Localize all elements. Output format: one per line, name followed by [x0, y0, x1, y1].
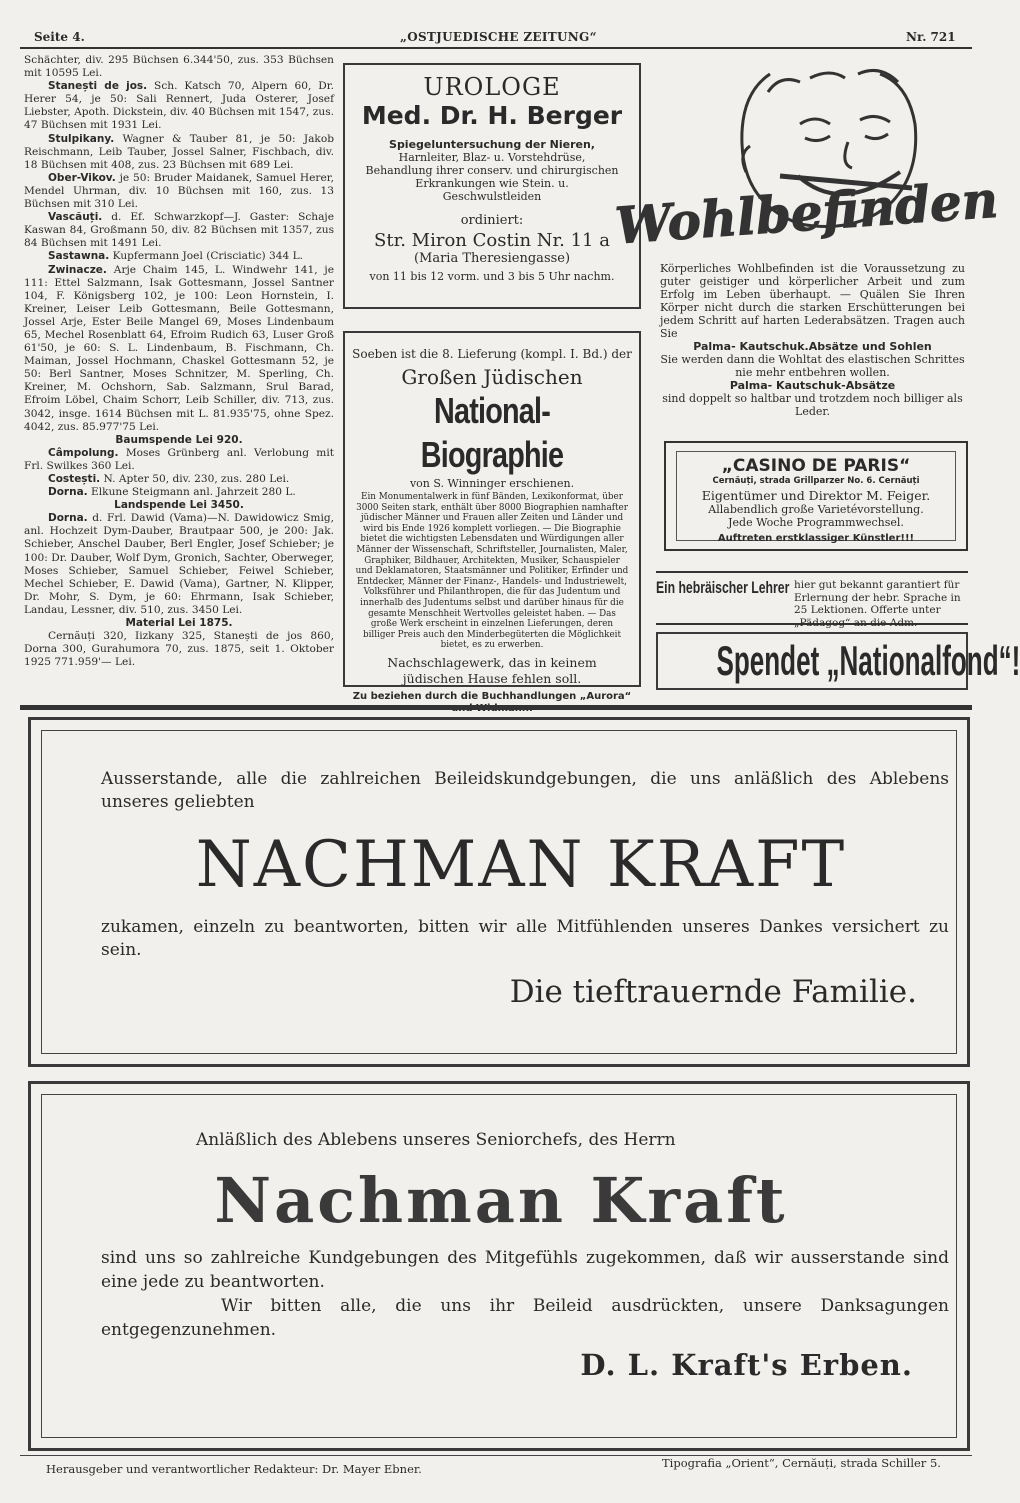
donation-entry: Cernăuți 320, Iizkany 325, Stanești de jos 860, Dorna 300, Gurahumora 70, zus. 1875, seit 1. Oktober 1925 771.959'— Lei. — [24, 630, 334, 669]
casino-ad — [664, 441, 968, 551]
newspaper-title: „OSTJUEDISCHE ZEITUNG“ — [400, 30, 597, 44]
donation-place: Sastawna. — [48, 250, 110, 263]
donation-entry — [24, 473, 334, 486]
donation-entry — [24, 250, 334, 263]
nationalfond-slogan: Spendet „Nationalfond“! — [716, 637, 1020, 684]
donation-details: N. Apter 50, div. 230, zus. 280 Lei. — [100, 473, 290, 485]
donation-section-heading: Baumspende Lei 920. — [115, 433, 243, 446]
bio-purchase-info: Zu beziehen durch die Buchhandlungen „Aurora“ — [352, 690, 632, 702]
teacher-ad-text: hier gut bekannt garantiert für Erlernung der hebr. Sprache in 25 Lektionen. Offerte unter „Pädagog“ an die Adm. — [794, 579, 961, 629]
issue-number: Nr. 721 — [906, 30, 956, 44]
donation-details: je 50: Bruder Maidanek, Samuel Herer, Mendel Uhrman, div. 10 Büchsen mit 160, zus. 13 Büchsen mit 310 Lei. — [24, 171, 334, 211]
bio-subtitle: Großen Jüdischen — [401, 365, 583, 389]
notice2-intro: Anläßlich des Ablebens unseres Seniorchefs, des Herrn — [196, 1130, 676, 1150]
hebrew-teacher-ad — [656, 571, 968, 629]
notice2-deceased-name: Nachman Kraft — [214, 1164, 788, 1237]
donation-place: Vascăuți. — [48, 211, 103, 224]
casino-program — [677, 503, 955, 529]
palma-paragraph-3: sind doppelt so haltbar und trotzdem noch billiger als Leder. — [662, 392, 963, 418]
notice1-deceased-name: NACHMAN KRAFT — [195, 828, 847, 902]
biography-ad — [343, 331, 641, 702]
notice2-text-1: sind uns so zahlreiche Kundgebungen des Mitgefühls zugekommen, daß wir ausserstande sind eine jede zu beantworten. — [101, 1248, 949, 1292]
casino-program-1: Allabendlich große Varietévorstellung. — [708, 503, 924, 516]
donation-details: Moses Grünberg anl. Verlobung mit Frl. Swilkes 360 Lei. — [24, 446, 334, 472]
page-number: Seite 4. — [34, 30, 85, 44]
condolence-notice-family — [28, 717, 970, 1067]
urologist-ad — [343, 63, 641, 309]
bio-author: von S. Winninger erschienen. — [409, 477, 575, 490]
donation-section-heading: Material Lei 1875. — [125, 617, 233, 630]
notice2-signature: D. L. Kraft's Erben. — [580, 1348, 913, 1382]
nationalfond-ad — [656, 632, 1020, 690]
palma-ad-text — [660, 262, 965, 418]
donation-place: Costești. — [48, 473, 101, 485]
donation-entry — [24, 447, 334, 473]
section-divider — [20, 705, 972, 710]
donation-entry — [24, 512, 334, 617]
donation-details: d. Ef. Schwarzkopf—J. Gaster: Schaje Kaswan 84, Großmann 50, div. 82 Büchsen mit 1357, zus 84 Büchsen mit 1491 Lei. — [24, 211, 334, 250]
casino-artists: Auftreten erstklassiger Künstler!!! — [717, 533, 915, 544]
donation-details: d. Frl. Dawid (Vama)—N. Dawidowicz Smig, anl. Hochzeit Dym-Dauber, Brautpaar 500, je 200: Jak. Schieber, Anschel Dauber, Berl Engler, Josef Schieber; je 100: Dr. Dauber, Wolf Dym, Gronich, Sachter, Oberweger, Moses Schieber, Samuel Schieber, Feiwel Schieber, Mechel Schieber, E. Dawid (Vama), Gartner, N. Klipper, Dr. Mohr, S. Dym, je 60: Ehrmann, Isak Schieber, Landau, Lessner, div. 510, zus. 3450 Lei. — [24, 512, 334, 616]
donation-place: Ober-Vikov. — [48, 171, 116, 184]
wohlbefinden-logo — [613, 168, 1000, 256]
practice-address: Str. Miron Costin Nr. 11 a — [374, 230, 610, 251]
donation-details: Wagner & Tauber 81, je 50: Jakob Reischmann, Leib Tauber, Jossel Salner, Fischbach, div. 18 Büchsen mit 408, zus. 23 Büchsen mit 689 Lei. — [24, 132, 334, 171]
services-lead: Spiegeluntersuchung der Nieren, — [389, 138, 595, 151]
donation-section-heading: Landspende Lei 3450. — [114, 499, 244, 512]
casino-program-2: Jede Woche Programmwechsel. — [728, 516, 904, 529]
donation-place: Zwinacze. — [48, 263, 107, 276]
palma-brand-2: Palma- Kautschuk-Absätze — [729, 379, 896, 392]
donation-details: Arje Chaim 145, L. Windwehr 141, je 111: Ettel Salzmann, Isak Gottesmann, Jossel Santner 104, F. Königsberg 102, je 100: Leon Hornstein, I. Kreiner, Leiser Leib Gottesmann, Beile Gottesmann, Jossel Arje, Ester Beile Mangel 69, Moses Lindenbaum 65, Mechel Rosenblatt 64, Efroim Rudich 63, Luser Groß 61'50, je 60: S. L. Lindenbaum, B. Fischmann, Ch. Maiman, Jossel Hochmann, Chaskel Gottesmann 52, je 50: Berl Santner, Moses Schnitzer, M. Sperling, Ch. Kreiner, M. Ochshorn, Sab. Salzmann, Srul Barad, Efroim Löbel, Chaim Schorr, Leib Schiller, div. 713, zus. 3042, insge. 1614 Büchsen mit L. 81.935'75, ohne Spez. 4042, zus. 85.977'75 Lei. — [24, 263, 334, 433]
practice-street-old: (Maria Theresiengasse) — [413, 251, 571, 266]
donation-place: Stanești de jos. — [48, 80, 148, 93]
ordiniert-label: ordiniert: — [460, 213, 524, 228]
donation-place: Dorna. — [48, 512, 88, 525]
palma-paragraph-1: Körperliches Wohlbefinden ist die Voraussetzung zu guter geistiger und körperlicher Arbeit und zum Erfolg im Leben überhaupt. — Quälen Sie Ihren Körper nicht durch die starken Erschütterungen bei jedem Schritt auf harten Lederabsätzen. Tragen auch Sie — [660, 262, 965, 340]
bio-title: National-Biographie — [420, 390, 564, 475]
donation-place: Dorna. — [48, 486, 88, 499]
printer-line: Tipografia „Orient“, Cernăuți, strada Schiller 5. — [662, 1456, 941, 1470]
bio-reference-note: Nachschlagewerk, das in keinem jüdischen Hause fehlen soll. — [387, 654, 597, 686]
donation-place: Stulpikany. — [48, 132, 115, 145]
header-rule — [20, 47, 972, 49]
donation-list-column — [24, 54, 334, 704]
donation-entry — [24, 264, 334, 434]
office-hours: von 11 bis 12 vorm. und 3 bis 5 Uhr nachm. — [369, 270, 615, 283]
donation-entry — [24, 133, 334, 172]
casino-title: „CASINO DE PARIS“ — [721, 456, 911, 476]
notice2-text — [101, 1246, 949, 1342]
urologist-services — [345, 138, 639, 203]
publisher-line: Herausgeber und verantwortlicher Redakteur: Dr. Mayer Ebner. — [46, 1462, 422, 1476]
casino-owner: Eigentümer und Direktor M. Feiger. — [701, 488, 931, 503]
notice1-intro: Ausserstande, alle die zahlreichen Beileidskundgebungen, die uns anläßlich des Ablebens unseres geliebten — [101, 769, 949, 812]
palma-paragraph-2: Sie werden dann die Wohltat des elastischen Schrittes nie mehr entbehren wollen. — [660, 353, 965, 379]
urologist-heading: UROLOGE — [423, 73, 561, 101]
donation-entry — [24, 80, 334, 132]
donation-entry — [24, 211, 334, 250]
palma-brand-1: Palma- Kautschuk.Absätze und Sohlen — [693, 340, 932, 353]
wohlbefinden-logo-text: Wohlbefinden — [613, 169, 1000, 256]
donation-details: Elkune Steigmann anl. Jahrzeit 280 L. — [87, 486, 296, 499]
bio-intro: Soeben ist die 8. Lieferung (kompl. I. Bd.) der — [352, 347, 632, 361]
casino-address: Cernăuți, strada Grillparzer No. 6. Cernăuți — [712, 476, 920, 486]
bio-description: Ein Monumentalwerk in fünf Bänden, Lexikonformat, über 3000 Seiten stark, enthält über 8000 Biographien namhafter jüdischer Männer und Frauen aller Zeiten und Länder und wird bis Ende 1926 komplett vorliegen. — Die Biographie bietet die wichtigsten Lebensdaten und Würdigungen aller Männer der Wissenschaft, Schriftsteller, Journalisten, Maler, Graphiker, Bildhauer, Architekten, Musiker, Schauspieler und Deklamatoren, Staatsmänner und Politiker, Erfinder und Entdecker, Männer der Finanz-, Handels- und Industriewelt, Volksführer und Philanthropen, die für das Judentum und innerhalb des Judentums selbst und darüber hinaus für die gesamte Menschheit Wertvolles geleistet haben. — Das große Werk erscheint in einzelnen Lieferungen, deren billiger Preis auch den Minderbegüterten die Möglichkeit bietet, es zu erwerben. — [355, 492, 629, 651]
doctor-name: Med. Dr. H. Berger — [361, 101, 623, 130]
donation-entry — [24, 172, 334, 211]
notice1-text: zukamen, einzeln zu beantworten, bitten wir alle Mitfühlenden unseres Dankes versichert zu sein. — [101, 917, 949, 960]
notice1-signature: Die tieftrauernde Familie. — [509, 974, 917, 1010]
condolence-notice-company — [28, 1081, 970, 1451]
donation-entry: Schächter, div. 295 Büchsen 6.344'50, zus. 353 Büchsen mit 10595 Lei. — [24, 54, 334, 80]
donation-entry — [24, 486, 334, 499]
donation-place: Câmpolung. — [48, 446, 119, 459]
donation-details: Sch. Katsch 70, Alpern 60, Dr. Herer 54, je 50: Sali Rennert, Juda Osterer, Josef Liebster, Apoth. Dickstein, div. 40 Büchsen mit 1547, zus. 47 Büchsen mit 1931 Lei. — [24, 80, 334, 132]
notice2-text-2: Wir bitten alle, die uns ihr Beileid ausdrückten, unsere Danksagungen entgegenzunehmen. — [101, 1296, 949, 1340]
casino-inner-frame — [676, 451, 956, 544]
services-rest: Harnleiter, Blaz- u. Vorstehdrüse, Behandlung ihrer conserv. und chirurgischen Erkrankungen wie Stein. u. Geschwulstleiden — [365, 151, 619, 203]
donation-details: Kupfermann Joel (Crisciatic) 344 L. — [109, 250, 304, 263]
teacher-ad-title: Ein hebräischer Lehrer — [656, 578, 790, 597]
